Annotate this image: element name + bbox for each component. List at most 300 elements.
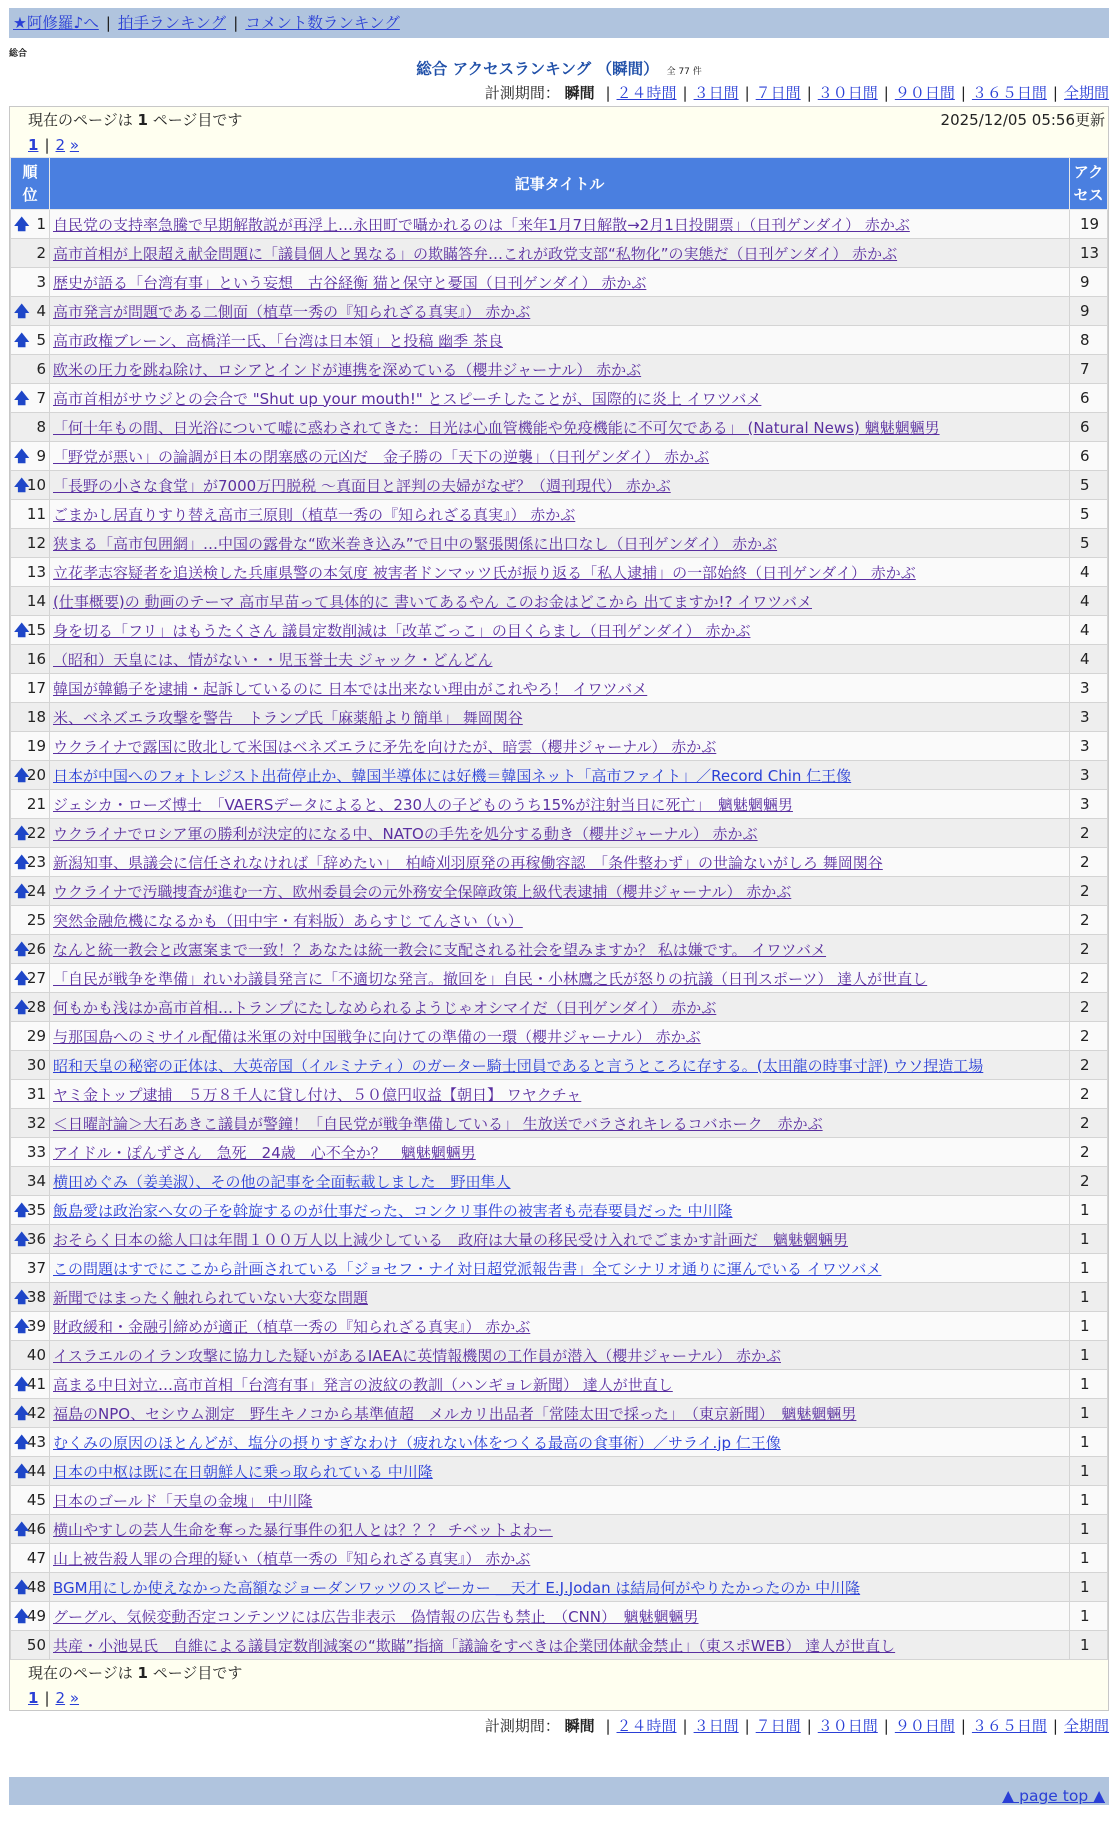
- period-link[interactable]: ３６５日間: [971, 1717, 1047, 1735]
- title-cell: [50, 500, 1070, 529]
- article-link[interactable]: 「何十年もの間、日光浴について嘘に惑わされてきた：日光は心血管機能や免疫機能に不可欠である」 (Natural News) 魑魅魍魎男: [53, 418, 940, 437]
- article-link[interactable]: グーグル、気候変動否定コンテンツには広告非表示 偽情報の広告も禁止 （CNN） 魑魅魍魎男: [53, 1607, 699, 1626]
- page-info-num: 1: [137, 111, 148, 129]
- rank-number: 25: [26, 911, 46, 929]
- rank-number: 32: [26, 1114, 46, 1132]
- rank-cell: [11, 616, 50, 645]
- table-row: [11, 1370, 1108, 1399]
- title-cell: [50, 587, 1070, 616]
- period-link[interactable]: ２４時間: [616, 84, 677, 102]
- table-row: [11, 384, 1108, 413]
- rank-cell: [11, 1080, 50, 1109]
- page-info-suffix: ページ目です: [152, 1664, 243, 1682]
- table-row: [11, 993, 1108, 1022]
- rank-cell: [11, 1138, 50, 1167]
- rank-cell: [11, 645, 50, 674]
- table-row: [11, 877, 1108, 906]
- title-cell: [50, 819, 1070, 848]
- ranking-body: [11, 210, 1108, 1660]
- article-link[interactable]: 飯島愛は政治家へ女の子を斡旋するのが仕事だった、コンクリ事件の被害者も売春要員だった 中川隆: [53, 1201, 733, 1220]
- period-separator: |: [682, 84, 688, 102]
- rank-cell: [11, 1457, 50, 1486]
- rank-number: 22: [26, 824, 46, 842]
- rank-number: 8: [36, 418, 46, 436]
- table-row: [11, 819, 1108, 848]
- ranking-panel: [9, 106, 1109, 1711]
- access-count: 3: [1070, 790, 1108, 819]
- table-row: [11, 703, 1108, 732]
- up-arrow-icon: 🡅: [14, 621, 30, 639]
- table-row: [11, 1167, 1108, 1196]
- access-count: 1: [1070, 1341, 1108, 1370]
- article-link[interactable]: 財政緩和・金融引締めが適正（植草一秀の『知られざる真実』） 赤かぶ: [53, 1317, 531, 1336]
- pager-page-1[interactable]: 1: [28, 136, 39, 154]
- table-row: [11, 674, 1108, 703]
- article-link[interactable]: アイドル・ぽんずさん 急死 24歳 心不全か？ 魑魅魍魎男: [53, 1143, 476, 1162]
- access-count: 6: [1070, 384, 1108, 413]
- table-row: [11, 616, 1108, 645]
- up-arrow-icon: 🡅: [14, 447, 30, 465]
- pager-bottom: 1 | 2 »: [28, 1689, 80, 1707]
- rank-number: 7: [36, 389, 46, 407]
- table-row: [11, 1196, 1108, 1225]
- up-arrow-icon: 🡅: [14, 940, 30, 958]
- access-count: 2: [1070, 935, 1108, 964]
- period-link[interactable]: ２４時間: [616, 1717, 677, 1735]
- article-link[interactable]: 「長野の小さな食堂」が7000万円脱税 ～真面目と評判の夫婦がなぜ？（週刊現代） 赤かぶ: [53, 476, 671, 495]
- article-link[interactable]: 高まる中日対立…高市首相「台湾有事」発言の波紋の教訓（ハンギョレ新聞） 達人が世直し: [53, 1375, 673, 1394]
- access-count: 1: [1070, 1196, 1108, 1225]
- article-link[interactable]: むくみの原因のほとんどが、塩分の摂りすぎなわけ（疲れない体をつくる最高の食事術）／サライ.jp 仁王像: [53, 1433, 781, 1452]
- title-cell: [50, 616, 1070, 645]
- article-link[interactable]: 立花孝志容疑者を追送検した兵庫県警の本気度 被害者ドンマッツ氏が振り返る「私人逮捕」の一部始終（日刊ゲンダイ） 赤かぶ: [53, 563, 916, 582]
- table-row: [11, 1486, 1108, 1515]
- access-count: 1: [1070, 1370, 1108, 1399]
- article-link[interactable]: 日本のゴールド「天皇の金塊」 中川隆: [53, 1491, 313, 1510]
- rank-cell: [11, 587, 50, 616]
- rank-number: 16: [26, 650, 46, 668]
- period-link[interactable]: 全期間: [1063, 84, 1109, 102]
- title-cell: [50, 645, 1070, 674]
- title-cell: [50, 1196, 1070, 1225]
- access-count: 1: [1070, 1486, 1108, 1515]
- article-link[interactable]: 高市政権ブレーン、高橋洋一氏、「台湾は日本領」と投稿 幽季 茶良: [53, 331, 503, 350]
- article-link[interactable]: なんと統一教会と改憲案まで一致！？あなたは統一教会に支配される社会を望みますか？ 私は嫌です。 イワツバメ: [53, 940, 827, 959]
- rank-cell: [11, 1428, 50, 1457]
- table-row: [11, 761, 1108, 790]
- applause-ranking-link[interactable]: 拍手ランキング: [118, 14, 227, 32]
- rank-number: 49: [26, 1607, 46, 1625]
- header-access-label: アクセス: [1073, 162, 1104, 204]
- rank-number: 31: [26, 1085, 46, 1103]
- period-link[interactable]: ３日間: [693, 1717, 739, 1735]
- rank-cell: [11, 297, 50, 326]
- table-row: [11, 442, 1108, 471]
- up-arrow-icon: 🡅: [14, 824, 30, 842]
- title-cell: [50, 935, 1070, 964]
- table-row: [11, 1051, 1108, 1080]
- table-row: [11, 500, 1108, 529]
- article-link[interactable]: ウクライナで露国に敗北して米国はベネズエラに矛先を向けたが、暗雲（櫻井ジャーナル） 赤かぶ: [53, 737, 717, 756]
- period-separator: |: [806, 84, 812, 102]
- period-link[interactable]: ９０日間: [894, 1717, 955, 1735]
- title-cell: [50, 1515, 1070, 1544]
- article-link[interactable]: 新潟知事、県議会に信任されなければ「辞めたい」 柏崎刈羽原発の再稼働容認 「条件整わず」の世論ないがしろ 舞岡関谷: [53, 853, 883, 872]
- article-link[interactable]: 自民党の支持率急騰で早期解散説が再浮上…永田町で囁かれるのは「来年1月7日解散→2月1日投開票」（日刊ゲンダイ） 赤かぶ: [53, 215, 910, 234]
- article-link[interactable]: ジェシカ・ローズ博士 「VAERSデータによると、230人の子どものうち15%が注射当日に死亡」 魑魅魍魎男: [53, 795, 793, 814]
- title-cell: [50, 268, 1070, 297]
- rank-number: 18: [26, 708, 46, 726]
- article-link[interactable]: 欧米の圧力を跳ね除け、ロシアとインドが連携を深めている（櫻井ジャーナル） 赤かぶ: [53, 360, 642, 379]
- article-link[interactable]: ごまかし居直りすり替え高市三原則（植草一秀の『知られざる真実』） 赤かぶ: [53, 505, 576, 524]
- table-row: [11, 645, 1108, 674]
- page-info-suffix: ページ目です: [152, 111, 243, 129]
- rank-number: 38: [26, 1288, 46, 1306]
- title-cell: [50, 674, 1070, 703]
- ranking-title-row: [9, 58, 1109, 80]
- title-cell: [50, 1602, 1070, 1631]
- article-link[interactable]: 与那国島へのミサイル配備は米軍の対中国戦争に向けての準備の一環（櫻井ジャーナル） 赤かぶ: [53, 1027, 701, 1046]
- up-arrow-icon: 🡅: [14, 476, 30, 494]
- rank-number: 23: [26, 853, 46, 871]
- rank-cell: [11, 674, 50, 703]
- access-count: 6: [1070, 442, 1108, 471]
- up-arrow-icon: 🡅: [14, 1317, 30, 1335]
- rank-cell: [11, 1312, 50, 1341]
- article-link[interactable]: 日本の中枢は既に在日朝鮮人に乗っ取られている 中川隆: [53, 1462, 433, 1481]
- pager-top: 1 | 2 »: [28, 136, 80, 154]
- title-cell: [50, 326, 1070, 355]
- up-arrow-icon: 🡅: [14, 1578, 30, 1596]
- up-arrow-icon: 🡅: [14, 1520, 30, 1538]
- table-row: [11, 413, 1108, 442]
- rank-number: 15: [26, 621, 46, 639]
- rank-cell: [11, 935, 50, 964]
- title-cell: [50, 703, 1070, 732]
- rank-cell: [11, 471, 50, 500]
- period-link[interactable]: ３日間: [693, 84, 739, 102]
- rank-number: 3: [36, 273, 46, 291]
- period-link[interactable]: ９０日間: [894, 84, 955, 102]
- period-link[interactable]: ３０日間: [817, 84, 878, 102]
- article-link[interactable]: 歴史が語る「台湾有事」という妄想 古谷経衡 猫と保守と憂国（日刊ゲンダイ） 赤かぶ: [53, 273, 647, 292]
- up-arrow-icon: 🡅: [14, 1404, 30, 1422]
- period-current: 瞬間: [564, 1717, 595, 1735]
- pager-page-2[interactable]: 2: [55, 1689, 66, 1707]
- table-row: [11, 1254, 1108, 1283]
- up-arrow-icon: 🡅: [14, 1607, 30, 1625]
- rank-cell: [11, 993, 50, 1022]
- rank-cell: [11, 1515, 50, 1544]
- rank-cell: [11, 703, 50, 732]
- title-cell: [50, 210, 1070, 239]
- pager-page-1[interactable]: 1: [28, 1689, 39, 1707]
- article-link[interactable]: 米、ベネズエラ攻撃を警告 トランプ氏「麻薬船より簡単」 舞岡関谷: [53, 708, 523, 727]
- access-count: 1: [1070, 1428, 1108, 1457]
- access-count: 1: [1070, 1573, 1108, 1602]
- rank-number: 48: [26, 1578, 46, 1596]
- article-link[interactable]: ＜日曜討論＞大石あきこ議員が警鐘！「自民党が戦争準備している」 生放送でバラされキレるコバホーク 赤かぶ: [53, 1114, 823, 1133]
- access-count: 1: [1070, 1631, 1108, 1660]
- access-count: 2: [1070, 1051, 1108, 1080]
- access-count: 8: [1070, 326, 1108, 355]
- up-arrow-icon: 🡅: [14, 1230, 30, 1248]
- rank-cell: [11, 1486, 50, 1515]
- title-cell: [50, 1341, 1070, 1370]
- rank-cell: [11, 1254, 50, 1283]
- ranking-table: [10, 157, 1108, 1660]
- article-link[interactable]: ウクライナで汚職捜査が進む一方、欧州委員会の元外務安全保障政策上級代表逮捕（櫻井ジャーナル） 赤かぶ: [53, 882, 792, 901]
- access-count: 1: [1070, 1602, 1108, 1631]
- period-label: 計測期間：: [484, 1717, 560, 1735]
- access-count: 2: [1070, 1022, 1108, 1051]
- rank-number: 36: [26, 1230, 46, 1248]
- rank-cell: [11, 529, 50, 558]
- rank-number: 33: [26, 1143, 46, 1161]
- period-link[interactable]: ３０日間: [817, 1717, 878, 1735]
- title-cell: [50, 1225, 1070, 1254]
- footer-bar: [9, 1777, 1109, 1805]
- access-count: 6: [1070, 413, 1108, 442]
- period-link[interactable]: 全期間: [1063, 1717, 1109, 1735]
- table-row: [11, 1109, 1108, 1138]
- article-link[interactable]: 山上被告殺人罪の合理的疑い（植草一秀の『知られざる真実』） 赤かぶ: [53, 1549, 531, 1568]
- rank-cell: [11, 1225, 50, 1254]
- table-row: [11, 1138, 1108, 1167]
- updated-timestamp: 2025/12/05 05:56更新: [940, 111, 1105, 129]
- up-arrow-icon: 🡅: [14, 969, 30, 987]
- rank-cell: [11, 1022, 50, 1051]
- title-cell: [50, 1399, 1070, 1428]
- table-row: [11, 732, 1108, 761]
- table-row: [11, 906, 1108, 935]
- title-cell: [50, 1544, 1070, 1573]
- article-link[interactable]: ウクライナでロシア軍の勝利が決定的になる中、NATOの手先を処分する動き（櫻井ジャーナル） 赤かぶ: [53, 824, 758, 843]
- access-count: 4: [1070, 558, 1108, 587]
- title-cell: [50, 993, 1070, 1022]
- access-count: 1: [1070, 1515, 1108, 1544]
- up-arrow-icon: 🡅: [14, 1288, 30, 1306]
- access-count: 3: [1070, 674, 1108, 703]
- period-link[interactable]: ７日間: [755, 84, 801, 102]
- rank-cell: [11, 1602, 50, 1631]
- access-count: 7: [1070, 355, 1108, 384]
- title-cell: [50, 732, 1070, 761]
- period-separator: |: [605, 84, 611, 102]
- rank-number: 37: [26, 1259, 46, 1277]
- rank-number: 20: [26, 766, 46, 784]
- title-cell: [50, 1138, 1070, 1167]
- rank-number: 27: [26, 969, 46, 987]
- article-link[interactable]: 横山やすしの芸人生命を奪った暴行事件の犯人とは？？？ チベットよわー: [53, 1520, 553, 1539]
- article-link[interactable]: イスラエルのイラン攻撃に協力した疑いがあるIAEAに英情報機関の工作員が潜入（櫻井ジャーナル） 赤かぶ: [53, 1346, 781, 1365]
- table-row: [11, 1544, 1108, 1573]
- article-link[interactable]: 何もかも浅はか高市首相…トランプにたしなめられるようじゃオシマイだ（日刊ゲンダイ） 赤かぶ: [53, 998, 717, 1017]
- article-link[interactable]: （昭和）天皇には、情がない・・児玉誉士夫 ジャック・どんどん: [53, 650, 493, 669]
- table-row: [11, 355, 1108, 384]
- comment-ranking-link[interactable]: コメント数ランキング: [245, 14, 400, 32]
- header-rank: [11, 158, 50, 210]
- title-cell: [50, 442, 1070, 471]
- title-cell: [50, 471, 1070, 500]
- page-info: [10, 107, 1108, 133]
- rank-number: 2: [36, 244, 46, 262]
- rank-cell: [11, 790, 50, 819]
- up-arrow-icon: 🡅: [14, 998, 30, 1016]
- title-cell: [50, 906, 1070, 935]
- period-selector-bottom: [9, 1713, 1109, 1739]
- access-count: 2: [1070, 1109, 1108, 1138]
- period-separator: |: [806, 1717, 812, 1735]
- access-count: 1: [1070, 1457, 1108, 1486]
- header-title: 記事タイトル: [50, 158, 1070, 210]
- article-link[interactable]: 高市首相がサウジとの会合で "Shut up your mouth!" とスピーチしたことが、国際的に炎上 イワツバメ: [53, 389, 762, 408]
- rank-number: 9: [36, 447, 46, 465]
- title-cell: [50, 529, 1070, 558]
- access-count: 1: [1070, 1544, 1108, 1573]
- access-count: 2: [1070, 877, 1108, 906]
- period-separator: |: [1052, 1717, 1058, 1735]
- period-link[interactable]: ７日間: [755, 1717, 801, 1735]
- table-row: [11, 587, 1108, 616]
- rank-number: 40: [26, 1346, 46, 1364]
- period-separator: |: [605, 1717, 611, 1735]
- table-row: [11, 1573, 1108, 1602]
- article-link[interactable]: (仕事概要)の 動画のテーマ 高市早苗って具体的に 書いてあるやん このお金はどこから 出てますか!? イワツバメ: [53, 592, 812, 611]
- table-row: [11, 1312, 1108, 1341]
- article-link[interactable]: 狭まる「高市包囲網」…中国の露骨な“欧米巻き込み”で日中の緊張関係に出口なし（日刊ゲンダイ） 赤かぶ: [53, 534, 778, 553]
- rank-cell: [11, 1399, 50, 1428]
- article-link[interactable]: 昭和天皇の秘密の正体は、大英帝国（イルミナティ）のガーター騎士団員であると言うところに存する。(太田龍の時事寸評) ウソ捏造工場: [53, 1056, 984, 1075]
- access-count: 9: [1070, 297, 1108, 326]
- access-count: 2: [1070, 1080, 1108, 1109]
- access-count: 1: [1070, 1283, 1108, 1312]
- table-row: [11, 558, 1108, 587]
- pager-next[interactable]: »: [69, 1689, 80, 1707]
- rank-number: 13: [26, 563, 46, 581]
- access-count: 2: [1070, 819, 1108, 848]
- rank-cell: [11, 761, 50, 790]
- article-link[interactable]: ヤミ金トップ逮捕 ５万８千人に貸し付け、５０億円収益【朝日】 ワヤクチャ: [53, 1085, 582, 1104]
- rank-cell: [11, 442, 50, 471]
- access-count: 4: [1070, 645, 1108, 674]
- table-row: [11, 1457, 1108, 1486]
- rank-cell: [11, 268, 50, 297]
- rank-cell: [11, 1631, 50, 1660]
- up-arrow-icon: 🡅: [14, 1433, 30, 1451]
- period-separator: |: [682, 1717, 688, 1735]
- rank-number: 29: [26, 1027, 46, 1045]
- rank-cell: [11, 1109, 50, 1138]
- access-count: 4: [1070, 616, 1108, 645]
- rank-cell: [11, 355, 50, 384]
- access-count: 5: [1070, 500, 1108, 529]
- header-rank-label: 順位: [22, 162, 38, 204]
- rank-number: 19: [26, 737, 46, 755]
- table-row: [11, 297, 1108, 326]
- page-top-link[interactable]: ▲ page top ▲: [1002, 1787, 1105, 1805]
- pager-next[interactable]: »: [69, 136, 80, 154]
- table-row: [11, 239, 1108, 268]
- rank-number: 34: [26, 1172, 46, 1190]
- article-link[interactable]: 高市首相が上限超え献金問題に「議員個人と異なる」の欺瞞答弁…これが政党支部“私物化”の実態だ（日刊ゲンダイ） 赤かぶ: [53, 244, 898, 263]
- pager-page-2[interactable]: 2: [55, 136, 66, 154]
- access-count: 2: [1070, 964, 1108, 993]
- rank-number: 44: [26, 1462, 46, 1480]
- article-link[interactable]: 横田めぐみ（姜美淑）、その他の記事を全面転載しました 野田隼人: [53, 1172, 511, 1191]
- title-cell: [50, 761, 1070, 790]
- article-link[interactable]: 「野党が悪い」の論調が日本の閉塞感の元凶だ 金子勝の「天下の逆襲」（日刊ゲンダイ） 赤かぶ: [53, 447, 710, 466]
- period-link[interactable]: ３６５日間: [971, 84, 1047, 102]
- article-link[interactable]: 高市発言が問題である二側面（植草一秀の『知られざる真実』） 赤かぶ: [53, 302, 531, 321]
- title-cell: [50, 1486, 1070, 1515]
- rank-cell: [11, 1167, 50, 1196]
- up-arrow-icon: 🡅: [14, 766, 30, 784]
- access-count: 9: [1070, 268, 1108, 297]
- article-link[interactable]: 韓国が韓鶴子を逮捕・起訴しているのに 日本では出来ない理由がこれやろ！ イワツバメ: [53, 679, 648, 698]
- article-link[interactable]: 突然金融危機になるかも（田中宇・有料版）あらすじ てんさい（い）: [53, 911, 523, 930]
- rank-number: 21: [26, 795, 46, 813]
- title-cell: [50, 558, 1070, 587]
- rank-number: 43: [26, 1433, 46, 1451]
- access-count: 3: [1070, 703, 1108, 732]
- article-link[interactable]: この問題はすでにここから計画されている「ジョセフ・ナイ対日超党派報告書」全てシナリオ通りに運んでいる イワツバメ: [53, 1259, 882, 1278]
- up-arrow-icon: 🡅: [14, 882, 30, 900]
- table-row: [11, 326, 1108, 355]
- rank-number: 5: [36, 331, 46, 349]
- title-cell: [50, 964, 1070, 993]
- up-arrow-icon: 🡅: [14, 215, 30, 233]
- rank-number: 47: [26, 1549, 46, 1567]
- title-cell: [50, 1457, 1070, 1486]
- access-count: 5: [1070, 471, 1108, 500]
- home-link[interactable]: ★阿修羅♪へ: [13, 14, 99, 32]
- title-cell: [50, 384, 1070, 413]
- title-cell: [50, 1312, 1070, 1341]
- table-row: [11, 848, 1108, 877]
- article-link[interactable]: 新聞ではまったく触れられていない大変な問題: [53, 1288, 369, 1307]
- rank-number: 46: [26, 1520, 46, 1538]
- rank-cell: [11, 1051, 50, 1080]
- access-count: 4: [1070, 587, 1108, 616]
- article-link[interactable]: 共産・小池晃氏 自維による議員定数削減案の“欺瞞”指摘「議論をすべきは企業団体献金禁止」（東スポWEB） 達人が世直し: [53, 1636, 896, 1655]
- header-access: [1070, 158, 1108, 210]
- article-link[interactable]: 「自民が戦争を準備」れいわ議員発言に「不適切な発言。撤回を」自民・小林鷹之氏が怒りの抗議（日刊スポーツ） 達人が世直し: [53, 969, 928, 988]
- title-cell: [50, 355, 1070, 384]
- title-cell: [50, 848, 1070, 877]
- table-row: [11, 268, 1108, 297]
- rank-cell: [11, 239, 50, 268]
- table-row: [11, 1631, 1108, 1660]
- article-link[interactable]: 身を切る「フリ」はもうたくさん 議員定数削減は「改革ごっこ」の目くらまし（日刊ゲンダイ） 赤かぶ: [53, 621, 751, 640]
- period-separator: |: [1052, 84, 1058, 102]
- table-row: [11, 529, 1108, 558]
- rank-number: 50: [26, 1636, 46, 1654]
- article-link[interactable]: おそらく日本の総人口は年間１００万人以上減少している 政府は大量の移民受け入れでごまかす計画だ 魑魅魍魎男: [53, 1230, 849, 1249]
- rank-number: 11: [26, 505, 46, 523]
- up-arrow-icon: 🡅: [14, 389, 30, 407]
- table-row: [11, 1341, 1108, 1370]
- article-link[interactable]: BGM用にしか使えなかった高額なジョーダンワッツのスピーカー ＿天才 E.J.Jodan は結局何がやりたかったのか 中川隆: [53, 1578, 861, 1597]
- rank-cell: [11, 413, 50, 442]
- article-link[interactable]: 福島のNPO、セシウム測定 野生キノコから基準値超 メルカリ出品者「常陸太田で採った」 （東京新聞） 魑魅魍魎男: [53, 1404, 857, 1423]
- access-count: 2: [1070, 1138, 1108, 1167]
- table-row: [11, 1602, 1108, 1631]
- period-separator: |: [744, 84, 750, 102]
- rank-cell: [11, 848, 50, 877]
- article-link[interactable]: 日本が中国へのフォトレジスト出荷停止か、韓国半導体には好機＝韓国ネット「高市ファイト」／Record Chin 仁王像: [53, 766, 852, 785]
- rank-number: 45: [26, 1491, 46, 1509]
